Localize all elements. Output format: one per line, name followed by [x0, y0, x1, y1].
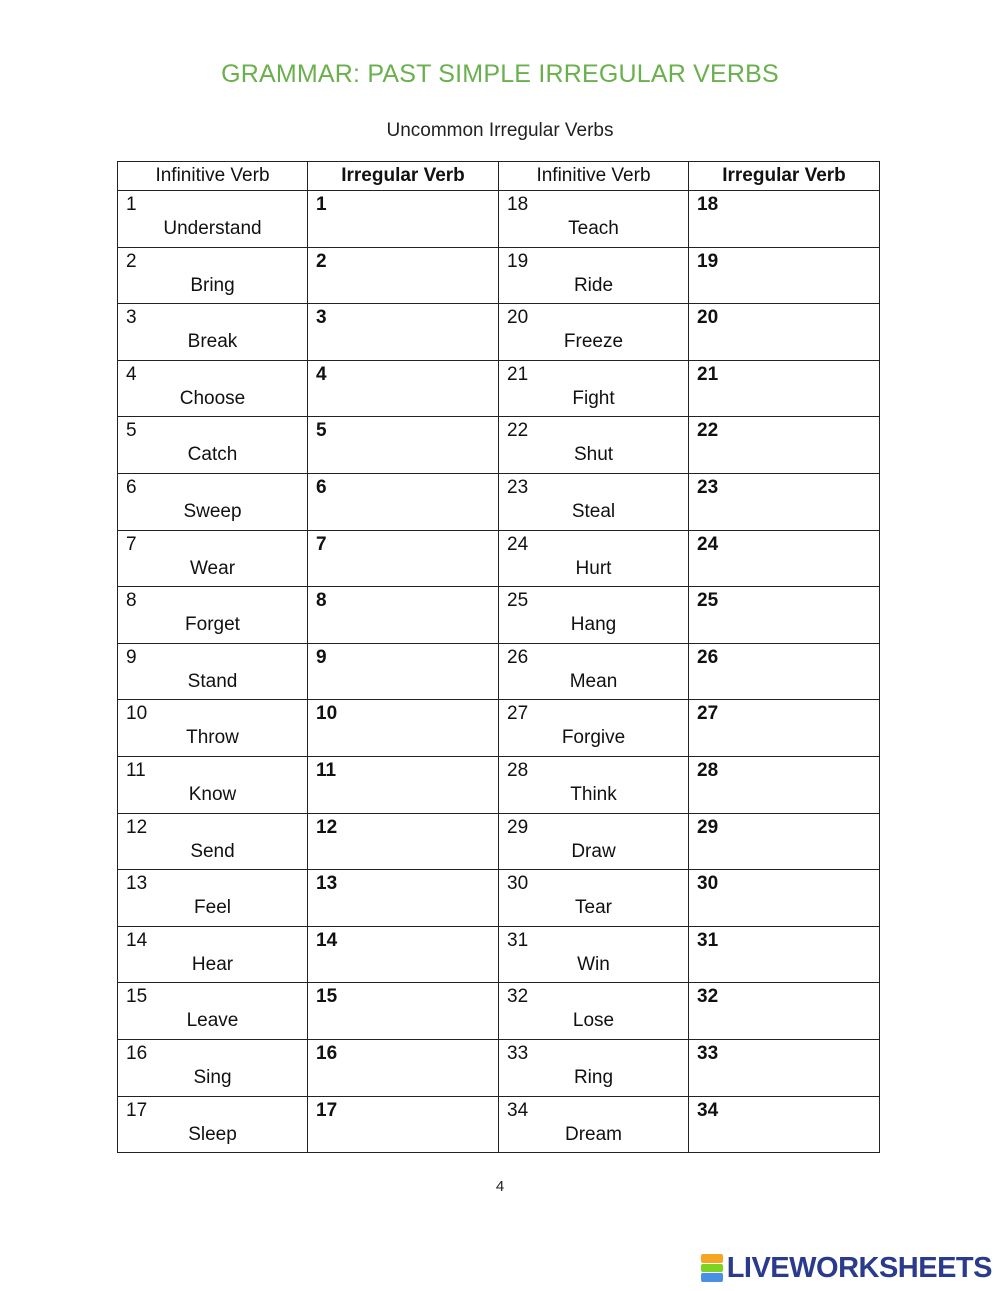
infinitive-verb: Ride [573, 274, 614, 296]
answer-cell[interactable] [308, 756, 499, 813]
infinitive-verb: Forget [185, 614, 240, 636]
infinitive-cell [118, 983, 308, 1040]
infinitive-cell [118, 870, 308, 927]
infinitive-cell [118, 700, 308, 757]
verb-number: 17 [126, 1099, 148, 1121]
verb-number: 16 [126, 1042, 148, 1064]
infinitive-cell [499, 530, 689, 587]
verb-number: 1 [126, 194, 137, 215]
verb-number: 13 [126, 873, 148, 895]
header-infinitive-left: Infinitive Verb [118, 162, 308, 191]
brand-text: LIVEWORKSHEETS [726, 1251, 992, 1284]
table-row [118, 587, 880, 644]
table-row [118, 473, 880, 530]
verb-table [117, 161, 880, 1153]
infinitive-verb: Send [190, 840, 235, 862]
answer-number: 28 [697, 759, 719, 781]
infinitive-verb: Hear [191, 953, 234, 975]
infinitive-verb: Forgive [561, 727, 626, 749]
verb-number: 25 [507, 590, 529, 612]
infinitive-cell [118, 587, 308, 644]
infinitive-verb: Break [187, 331, 238, 353]
answer-cell[interactable] [308, 1039, 499, 1096]
infinitive-verb: Sing [193, 1066, 232, 1088]
answer-number: 7 [316, 533, 327, 555]
answer-number: 13 [316, 873, 338, 895]
infinitive-cell [499, 247, 689, 304]
infinitive-cell [118, 191, 308, 248]
answer-number: 5 [316, 420, 327, 442]
answer-cell[interactable] [689, 191, 880, 248]
answer-cell[interactable] [308, 473, 499, 530]
answer-number: 6 [316, 476, 327, 498]
infinitive-verb: Stand [187, 670, 238, 692]
logo-block-2 [701, 1264, 723, 1273]
infinitive-verb: Freeze [563, 331, 624, 353]
infinitive-verb: Understand [163, 218, 262, 239]
infinitive-verb: Throw [186, 727, 239, 749]
answer-number: 32 [697, 986, 719, 1008]
table-row [118, 926, 880, 983]
verb-number: 32 [507, 986, 529, 1008]
infinitive-verb: Choose [179, 387, 246, 409]
infinitive-cell [499, 756, 689, 813]
answer-number: 19 [697, 250, 719, 272]
infinitive-verb: Hurt [575, 557, 612, 579]
verb-number: 23 [507, 476, 529, 498]
verb-number: 31 [507, 929, 529, 951]
infinitive-cell [118, 473, 308, 530]
table-row [118, 247, 880, 304]
verb-number: 12 [126, 816, 148, 838]
answer-cell[interactable] [308, 417, 499, 474]
verb-number: 28 [507, 759, 529, 781]
answer-cell[interactable] [308, 643, 499, 700]
answer-cell[interactable] [308, 926, 499, 983]
answer-cell[interactable] [689, 587, 880, 644]
verb-number: 6 [126, 476, 137, 498]
infinitive-cell [118, 247, 308, 304]
infinitive-verb: Tear [575, 897, 612, 919]
answer-number: 17 [316, 1099, 338, 1121]
answer-number: 18 [697, 194, 719, 215]
infinitive-cell [118, 813, 308, 870]
infinitive-verb: Wear [189, 557, 236, 579]
answer-number: 29 [697, 816, 719, 838]
infinitive-cell [118, 1096, 308, 1153]
infinitive-verb: Win [577, 953, 610, 975]
verb-number: 21 [507, 363, 529, 385]
header-irregular-left: Irregular Verb [308, 162, 499, 191]
infinitive-cell [118, 643, 308, 700]
infinitive-verb: Sweep [183, 500, 242, 522]
infinitive-cell [499, 191, 689, 248]
infinitive-verb: Dream [564, 1123, 622, 1145]
answer-cell[interactable] [689, 1096, 880, 1153]
infinitive-verb: Shut [573, 444, 614, 466]
infinitive-cell [118, 360, 308, 417]
infinitive-cell [499, 870, 689, 927]
answer-number: 21 [697, 363, 719, 385]
header-infinitive-right: Infinitive Verb [499, 162, 689, 191]
table-row [118, 304, 880, 361]
answer-number: 20 [697, 307, 719, 329]
infinitive-cell [118, 417, 308, 474]
infinitive-cell [118, 756, 308, 813]
page-title: GRAMMAR: PAST SIMPLE IRREGULAR VERBS [221, 60, 779, 88]
answer-cell[interactable] [308, 813, 499, 870]
answer-cell[interactable] [689, 870, 880, 927]
answer-cell[interactable] [689, 983, 880, 1040]
answer-cell[interactable] [308, 530, 499, 587]
table-row [118, 1096, 880, 1153]
answer-cell[interactable] [689, 473, 880, 530]
page-number: 4 [495, 1178, 505, 1195]
answer-number: 2 [316, 250, 327, 272]
answer-number: 14 [316, 929, 338, 951]
infinitive-cell [118, 926, 308, 983]
verb-number: 7 [126, 533, 137, 555]
table-row [118, 813, 880, 870]
verb-number: 4 [126, 363, 137, 385]
header-irregular-right: Irregular Verb [689, 162, 880, 191]
infinitive-cell [499, 304, 689, 361]
answer-cell[interactable] [689, 1039, 880, 1096]
table-header-row [118, 162, 880, 191]
answer-number: 31 [697, 929, 719, 951]
answer-number: 11 [316, 759, 337, 781]
answer-number: 34 [697, 1099, 719, 1121]
verb-number: 19 [507, 250, 529, 272]
answer-cell[interactable] [689, 813, 880, 870]
answer-number: 30 [697, 873, 719, 895]
infinitive-cell [499, 700, 689, 757]
answer-cell[interactable] [689, 304, 880, 361]
answer-number: 27 [697, 703, 719, 725]
verb-number: 10 [126, 703, 148, 725]
answer-number: 23 [697, 476, 719, 498]
liveworksheets-logo [701, 1252, 992, 1284]
table-row [118, 870, 880, 927]
verb-number: 29 [507, 816, 529, 838]
verb-number: 27 [507, 703, 529, 725]
table-row [118, 191, 880, 248]
verb-number: 3 [126, 307, 137, 329]
infinitive-verb: Fight [572, 387, 615, 409]
verb-number: 8 [126, 590, 137, 612]
answer-cell[interactable] [308, 191, 499, 248]
table-row [118, 530, 880, 587]
answer-cell[interactable] [308, 587, 499, 644]
answer-number: 12 [316, 816, 338, 838]
answer-number: 3 [316, 307, 327, 329]
liveworksheets-logo-icon [701, 1254, 723, 1282]
infinitive-verb: Sleep [188, 1123, 237, 1145]
answer-cell[interactable] [689, 247, 880, 304]
table-row [118, 1039, 880, 1096]
table-row [118, 983, 880, 1040]
infinitive-cell [118, 1039, 308, 1096]
table-row [118, 700, 880, 757]
infinitive-verb: Ring [573, 1066, 614, 1088]
verb-number: 22 [507, 420, 529, 442]
infinitive-cell [499, 926, 689, 983]
infinitive-cell [118, 530, 308, 587]
answer-number: 26 [697, 646, 719, 668]
answer-cell[interactable] [308, 360, 499, 417]
answer-cell[interactable] [689, 643, 880, 700]
verb-number: 24 [507, 533, 529, 555]
verb-number: 18 [507, 194, 529, 215]
infinitive-cell [118, 304, 308, 361]
answer-number: 9 [316, 646, 327, 668]
answer-number: 15 [316, 986, 338, 1008]
answer-cell[interactable] [308, 983, 499, 1040]
verb-number: 26 [507, 646, 529, 668]
infinitive-verb: Draw [571, 840, 616, 862]
verb-number: 15 [126, 986, 148, 1008]
answer-number: 25 [697, 590, 719, 612]
infinitive-cell [499, 473, 689, 530]
answer-cell[interactable] [689, 756, 880, 813]
answer-cell[interactable] [308, 247, 499, 304]
answer-cell[interactable] [308, 304, 499, 361]
table-row [118, 417, 880, 474]
infinitive-verb: Lose [572, 1010, 615, 1032]
infinitive-cell [499, 587, 689, 644]
table-row [118, 360, 880, 417]
infinitive-cell [499, 1039, 689, 1096]
answer-number: 4 [316, 363, 327, 385]
infinitive-verb: Catch [187, 444, 238, 466]
verb-number: 9 [126, 646, 137, 668]
verb-number: 33 [507, 1042, 529, 1064]
answer-number: 10 [316, 703, 338, 725]
answer-number: 8 [316, 590, 327, 612]
answer-number: 1 [316, 194, 327, 215]
infinitive-verb: Think [570, 783, 617, 805]
infinitive-cell [499, 813, 689, 870]
infinitive-verb: Teach [568, 218, 619, 239]
table-row [118, 756, 880, 813]
table-caption: Uncommon Irregular Verbs [386, 120, 614, 141]
infinitive-verb: Hang [570, 614, 617, 636]
infinitive-verb: Mean [569, 670, 618, 692]
answer-cell[interactable] [308, 700, 499, 757]
verb-number: 14 [126, 929, 148, 951]
infinitive-verb: Bring [190, 274, 235, 296]
verb-number: 20 [507, 307, 529, 329]
infinitive-cell [499, 417, 689, 474]
infinitive-verb: Steal [571, 500, 616, 522]
infinitive-cell [499, 1096, 689, 1153]
answer-cell[interactable] [689, 417, 880, 474]
answer-cell[interactable] [308, 870, 499, 927]
verb-number: 11 [126, 759, 146, 781]
infinitive-verb: Know [188, 783, 237, 805]
answer-number: 24 [697, 533, 719, 555]
answer-cell[interactable] [308, 1096, 499, 1153]
logo-block-3 [701, 1273, 723, 1282]
answer-number: 22 [697, 420, 719, 442]
answer-number: 16 [316, 1042, 338, 1064]
verb-number: 5 [126, 420, 137, 442]
verb-number: 34 [507, 1099, 529, 1121]
verb-number: 30 [507, 873, 529, 895]
table-row [118, 643, 880, 700]
answer-cell[interactable] [689, 926, 880, 983]
answer-cell[interactable] [689, 700, 880, 757]
answer-number: 33 [697, 1042, 719, 1064]
infinitive-cell [499, 360, 689, 417]
answer-cell[interactable] [689, 360, 880, 417]
infinitive-cell [499, 983, 689, 1040]
infinitive-cell [499, 643, 689, 700]
infinitive-verb: Feel [194, 897, 231, 919]
answer-cell[interactable] [689, 530, 880, 587]
logo-block-1 [701, 1254, 723, 1263]
infinitive-verb: Leave [186, 1010, 239, 1032]
verb-number: 2 [126, 250, 137, 272]
